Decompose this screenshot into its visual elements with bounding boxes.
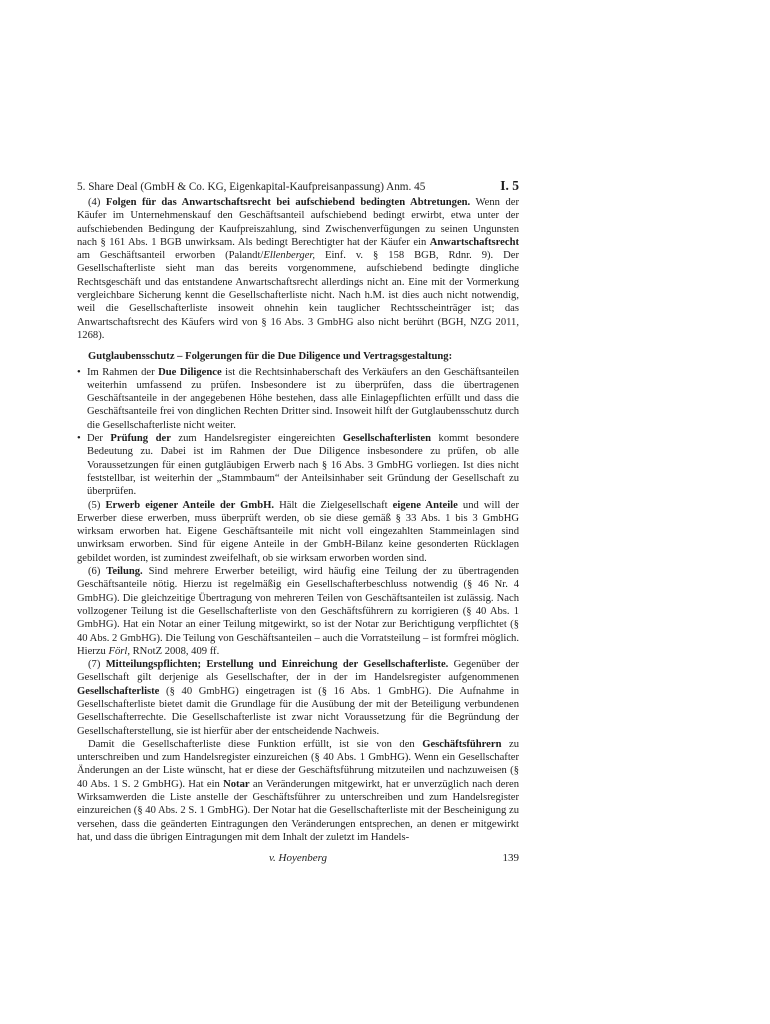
paragraph-title: Teilung. <box>106 566 143 578</box>
bullet-item <box>77 432 519 498</box>
paragraph-text: Wenn der Käufer im Unternehmenskauf den Geschäftsanteil aufschiebend bedingt erwirbt, etwa unter der aufschiebenden Bedingung der Kaufpreiszahlung, sind Zwischenverfügungen zu seinen Ungunsten nach § 161 Abs. 1 BGB unwirksam. Als bedingt Berechtigter hat der Käufer ein <box>77 197 519 248</box>
paragraph-4 <box>77 196 519 342</box>
running-header: 5. Share Deal (GmbH & Co. KG, Eigenkapital-Kaufpreisanpassung) Anm. 45 <box>77 181 426 193</box>
citation-author: Förl, <box>108 645 130 657</box>
paragraph-title: Erwerb eigener Anteile der GmbH. <box>105 499 275 511</box>
bullet-text: Im Rahmen der <box>87 366 159 378</box>
paragraph-number: (6) <box>88 566 107 578</box>
page-number: 139 <box>502 852 519 865</box>
paragraph-7 <box>77 658 519 738</box>
emphasis-term: Geschäftsführern <box>422 738 502 750</box>
paragraph-text: zu unterschreiben und zum Handelsregister einzureichen (§ 40 Abs. 1 GmbHG). Wenn ein Gesellschafter Änderungen an der Liste wünscht, hat er diese der Geschäftsführung mitzuteilen und nachzuweisen (§ 40 Abs. 1 S. 2 GmbHG). Hat ein <box>77 738 519 790</box>
paragraph-text: (§ 40 GmbHG) eingetragen ist (§ 16 Abs. 1 GmbHG). Die Aufnahme in Gesellschafterliste bietet damit die Grundlage für die Ausübung der mit der Beteiligung verbundenen Gesellschafterrechte. Die Gesellschafterliste ist zwar nicht Voraussetzung für die Begründung der Gesellschafterstellung, sie ist hierfür aber der entscheidende Nachweis. <box>77 685 519 737</box>
paragraph-text: Damit die Gesellschafterliste diese Funktion erfüllt, ist sie von den <box>88 738 423 750</box>
bullet-icon: • <box>77 433 81 445</box>
paragraph-title: Folgen für das Anwartschaftsrecht bei aufschiebend bedingten Abtretungen. <box>105 197 471 208</box>
paragraph-number: (7) <box>88 659 106 671</box>
page-header <box>77 172 519 196</box>
paragraph-8 <box>77 738 519 844</box>
emphasis-term: Prüfung der <box>110 433 171 445</box>
emphasis-term: eigene Anteile <box>392 499 458 511</box>
paragraph-text: an Veränderungen mitgewirkt, hat er unverzüglich nach deren Wirksamwerden die Liste anstelle der Geschäftsführer zu unterschreiben und zum Handelsregister einzureichen (§ 40 Abs. 2 S. 1 GmbHG). Der Notar hat die Gesellschafterliste mit der Bescheinigung zu versehen, dass die geänderten Eintragungen den Veränderungen entsprechen, an denen er mitgewirkt hat, und dass die übrigen Eintragungen mit dem Inhalt der zuletzt im Handels- <box>77 778 519 843</box>
paragraph-5 <box>77 499 519 565</box>
document-page <box>77 172 519 872</box>
bullet-icon: • <box>77 366 81 378</box>
paragraph-number: (4) <box>88 197 106 208</box>
bullet-text: kommt besondere Bedeutung zu. Dabei ist im Rahmen der Due Diligence insbesondere zu prüfen, ob alle Voraussetzungen für einen gutgläubigen Erwerb nach § 16 Abs. 3 GmbHG vorliegen. Ist dies nicht feststellbar, ist weiterhin der „Stammbaum“ der Anteilsinhaber seit Gründung der Gesellschaft zu überprüfen. <box>87 433 519 498</box>
emphasis-term: Anwartschaftsrecht <box>429 236 519 248</box>
emphasis-term: Notar <box>223 778 250 790</box>
page-footer <box>77 852 519 872</box>
bullet-list <box>77 366 519 499</box>
subheading: Gutglaubensschutz – Folgerungen für die Due Diligence und Vertragsgestaltung: <box>88 351 453 363</box>
paragraph-text: am Geschäftsanteil erworben (Palandt/ <box>77 250 264 262</box>
paragraph-text: Sind mehrere Erwerber beteiligt, wird häufig eine Teilung der zu übertragenden Geschäftsanteile nötig. Hierzu ist regelmäßig ein Gesellschafterbeschluss notwendig (§ 46 Nr. 4 GmbHG). Die gleichzeitige Übertragung von mehreren Teilen von Geschäftsanteilen ist zulässig. Nach vollzogener Teilung ist die Gesellschafterliste von den Geschäftsführern zu korrigieren (§ 40 Abs. 1 GmbHG). Hat ein Notar an einer Teilung mitgewirkt, so ist der Notar zur Berichtigung verpflichtet (§ 40 Abs. 2 GmbHG). Die Teilung von Geschäftsanteilen – auch die Vorratsteilung – ist formfrei möglich. Hierzu <box>77 566 519 657</box>
paragraph-6 <box>77 565 519 658</box>
footer-author: v. Hoyenberg <box>268 852 328 865</box>
bullet-text: ist die Rechtsinhaberschaft des Verkäufers an den Geschäftsanteilen weiterhin umfassend zu prüfen. Insbesondere ist zu überprüfen, dass die übertragenen Geschäftsanteile in der angegebenen Höhe bestehen, dass alle Einlagepflichten erfüllt und dass die Geschäftsanteile frei von dinglichen Rechten Dritter sind. Insoweit hilft der Gutglaubensschutz durch die Gesellschafterliste nicht weiter. <box>87 366 519 431</box>
paragraph-text: RNotZ 2008, 409 ff. <box>129 645 220 657</box>
bullet-item <box>77 366 519 432</box>
paragraph-text: Gegenüber der Gesellschaft gilt derjenige als Gesellschafter, der in der im Handelsregister aufgenommenen <box>77 659 519 684</box>
paragraph-number: (5) <box>88 499 106 511</box>
section-number: I. 5 <box>500 178 519 193</box>
paragraph-title: Mitteilungspflichten; Erstellung und Einreichung der Gesellschafterliste. <box>105 659 449 671</box>
paragraph-text: Hält die Zielgesellschaft <box>274 499 393 511</box>
bullet-text: Der <box>87 433 111 445</box>
bullet-text: zum Handelsregister eingereichten <box>170 433 343 445</box>
paragraph-text: Einf. v. § 158 BGB, Rdnr. 9). Der Gesellschafterliste sieht man das bereits vorgenommene, aufschiebend bedingte dingliche Rechtsgeschäft und das entstandene Anwartschaftsrecht allerdings nicht an. Eine mit der Vormerkung vergleichbare Sicherung kennt die Gesellschafterliste nicht. Nach h.M. ist dies auch nicht notwendig, weil die Gesellschafterliste insoweit ohnehin kein tauglicher Rechtsscheinträger ist; das Anwartschaftsrecht des Käufers wird von § 16 Abs. 3 GmbHG also nicht berührt (BGH, NZG 2011, 1268). <box>77 250 519 341</box>
citation-author: Ellenberger, <box>263 250 316 262</box>
emphasis-term: Due Diligence <box>158 366 222 378</box>
emphasis-term: Gesellschafterliste <box>77 685 160 697</box>
paragraph-text: und will der Erwerber diese erwerben, muss überprüft werden, ob sie diese gemäß § 33 Abs. 1 bis 3 GmbHG wirksam erworben hat. Eigene Geschäftsanteile mit nicht voll eingezahlten Stammeinlagen sind unwirksam erworben. Sind für eigene Anteile in der GmbH-Bilanz keine gesonderten Rücklagen gebildet worden, ist zumindest zweifelhaft, ob sie wirksam erworben worden sind. <box>77 499 519 564</box>
emphasis-term: Gesellschafterlisten <box>342 433 431 445</box>
